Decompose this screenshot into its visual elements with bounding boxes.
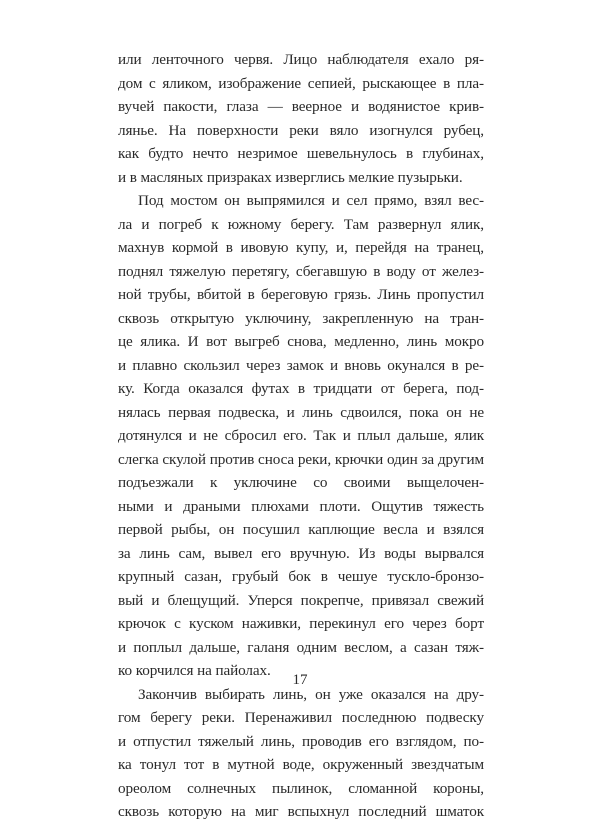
- text-line: крупный сазан, грубый бок в чешуе тускло-бронзо-: [118, 568, 484, 585]
- text-line: ной трубы, вбитой в береговую грязь. Линь пропустил: [118, 286, 484, 303]
- text-line: Под мостом он выпрямился и сел прямо, взял вес-: [138, 192, 484, 209]
- text-line: поднял тяжелую перетягу, сбегавшую в воду от желез-: [118, 262, 484, 280]
- text-line: дом с яликом, изображение сепией, рыскающее в пла-: [118, 74, 484, 92]
- text-line: сквозь открытую уключину, закрепленную на тран-: [118, 309, 484, 327]
- text-line: нялась первая подвеска, и линь сдвоился, пока он не: [118, 403, 484, 421]
- text-line: ка тонул тот в мутной воде, окруженный звездчатым: [118, 756, 484, 773]
- text-line: Закончив выбирать линь, он уже оказался на дру-: [138, 685, 484, 703]
- text-line: гом берегу реки. Перенаживил последнюю подвеску: [118, 709, 484, 726]
- text-line: лянье. На поверхности реки вяло изогнулся рубец,: [118, 121, 484, 139]
- text-line: вый и блещущий. Уперся покрепче, привязал свежий: [118, 591, 484, 609]
- text-line: ными и драными плюхами плоти. Ощутив тяжесть: [118, 497, 484, 515]
- text-line: как будто нечто незримое шевельнулось в глубинах,: [118, 145, 484, 162]
- text-line: и плавно скользил через замок и вновь окунался в ре-: [118, 356, 484, 374]
- text-line: за линь сам, вывел его вручную. Из воды вырвался: [118, 544, 484, 562]
- paragraph: [118, 683, 484, 824]
- body-text: [118, 48, 484, 824]
- text-line: ко корчился на пайолах.: [118, 662, 271, 679]
- text-line: слегка скулой против сноса реки, крючки один за другим: [118, 450, 484, 468]
- text-line: первой рыбы, он посушил каплющие весла и взялся: [118, 521, 484, 538]
- text-line: крючок с куском наживки, перекинул его через борт: [118, 615, 484, 632]
- text-line: и отпустил тяжелый линь, проводив его взглядом, по-: [118, 732, 484, 750]
- text-line: подъезжали к уключине со своими выщелочен-: [118, 474, 484, 491]
- page-number: 17: [292, 672, 308, 688]
- text-line: ку. Когда оказался футах в тридцати от берега, под-: [118, 380, 484, 397]
- text-line: ореолом солнечных пылинок, сломанной короны,: [118, 779, 484, 797]
- text-line: или ленточного червя. Лицо наблюдателя ехало ря-: [118, 51, 484, 68]
- text-line: махнув кормой в ивовую купу, и, перейдя на транец,: [118, 239, 484, 256]
- paragraph: [118, 189, 484, 683]
- text-line: и в масляных призраках изверглись мелкие пузырьки.: [118, 168, 463, 186]
- text-line: дотянулся и не сбросил его. Так и плыл дальше, ялик: [118, 427, 484, 444]
- text-line: вучей пакости, глаза — веерное и водянистое крив-: [118, 98, 484, 115]
- text-line: це ялика. И вот выгреб снова, медленно, линь мокро: [118, 333, 484, 350]
- paragraph: [118, 48, 484, 189]
- text-line: ла и погреб к южному берегу. Там развернул ялик,: [118, 215, 484, 233]
- text-line: сквозь которую на миг вспыхнул последний шматок: [118, 803, 484, 820]
- text-line: и поплыл дальше, галаня одним веслом, а сазан тяж-: [118, 638, 484, 656]
